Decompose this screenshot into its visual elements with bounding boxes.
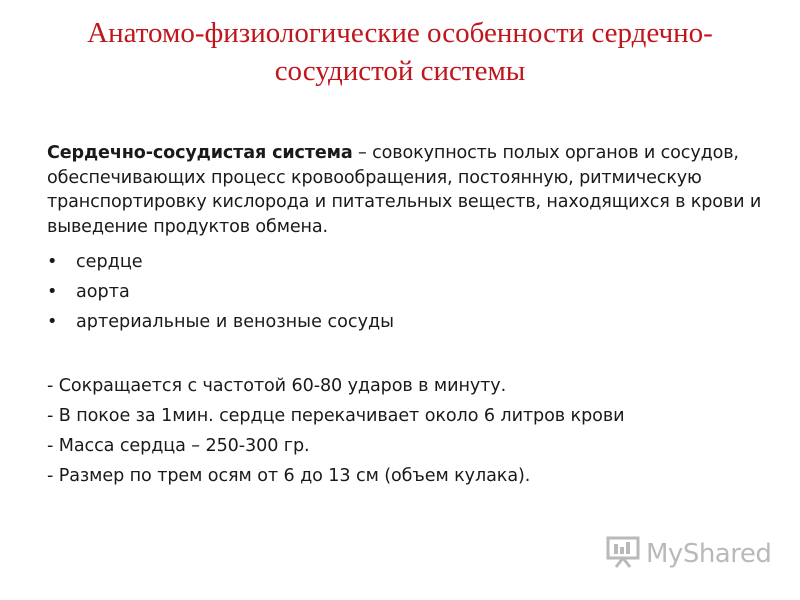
bullet-icon: • [47, 252, 58, 272]
facts-list [47, 371, 767, 491]
list-item-text: аорта [76, 282, 130, 302]
watermark-logo [606, 536, 772, 572]
organ-list [47, 247, 767, 337]
list-item [47, 307, 767, 337]
intro-definition: – совокупность полых органов и сосудов, обеспечивающих процесс кровообращения, постоянную, ритмическую транспортировку кислорода и питательных веществ, находящихся в крови и выведение продуктов обмена. [47, 143, 762, 237]
fact-line: - Размер по трем осям от 6 до 13 см (объем кулака). [47, 466, 531, 486]
slide-title: Анатомо-физиологические особенности сердечно-сосудистой системы [87, 17, 713, 87]
slide-body [47, 141, 767, 491]
list-item [47, 247, 767, 277]
intro-term: Сердечно-сосудистая система [47, 143, 353, 163]
list-item [47, 277, 767, 307]
fact-line: - Сокращается с частотой 60-80 ударов в минуту. [47, 376, 507, 396]
fact-line: - В покое за 1мин. сердце перекачивает около 6 литров крови [47, 406, 625, 426]
bullet-icon: • [47, 312, 58, 332]
bullet-icon: • [47, 282, 58, 302]
list-item-text: артериальные и венозные сосуды [76, 312, 395, 332]
presentation-board-icon [606, 536, 640, 573]
watermark-text: MyShared [646, 539, 772, 569]
list-item-text: сердце [76, 252, 143, 272]
intro-paragraph [47, 141, 767, 239]
fact-line: - Масса сердца – 250-300 гр. [47, 436, 310, 456]
